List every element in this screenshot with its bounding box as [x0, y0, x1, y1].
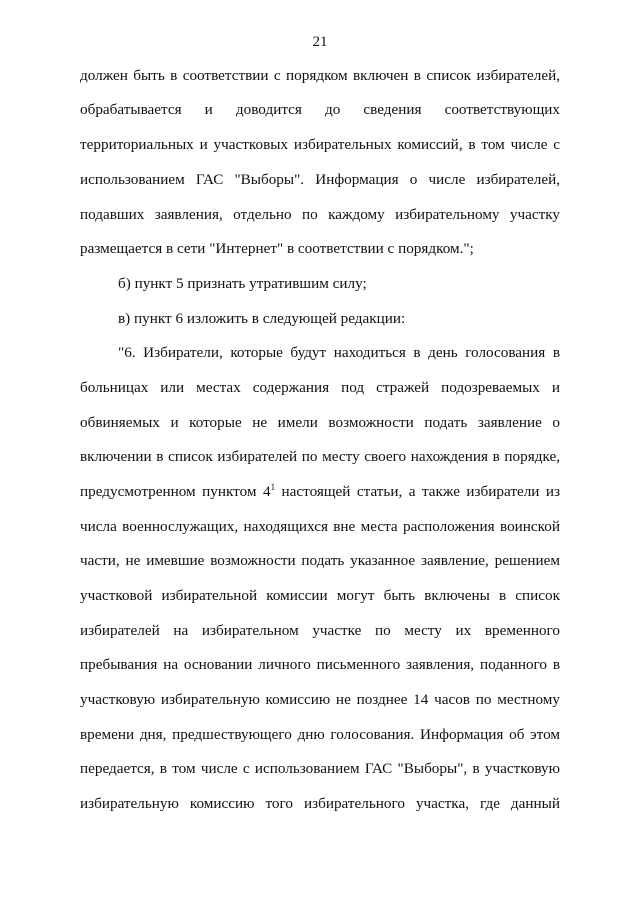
text-line: избирательную комиссию того избирательного участка, где данный — [80, 795, 560, 812]
text-line: части, не имевшие возможности подать указанное заявление, решением — [80, 552, 560, 569]
text-line: передается, в том числе с использованием ГАС "Выборы", в участковую — [80, 760, 560, 777]
text-line: участковой избирательной комиссии могут быть включены в список — [80, 587, 560, 604]
page-number: 21 — [312, 34, 328, 50]
text-line: пребывания на основании личного письменного заявления, поданного в — [80, 656, 560, 673]
text-line: времени дня, предшествующего дню голосования. Информация об этом — [80, 726, 560, 743]
superscript: 1 — [270, 481, 276, 492]
text-line: размещается в сети "Интернет" в соответствии с порядком."; — [80, 240, 474, 257]
text-line: должен быть в соответствии с порядком включен в список избирателей, — [80, 67, 560, 84]
text-line: использованием ГАС "Выборы". Информация о числе избирателей, — [80, 171, 560, 188]
text-line: обрабатывается и доводится до сведения соответствующих — [80, 101, 560, 118]
text-line: подавших заявления, отдельно по каждому избирательному участку — [80, 206, 560, 223]
text-line: больницах или местах содержания под стражей подозреваемых и — [80, 379, 560, 396]
text-line: числа военнослужащих, находящихся вне места расположения воинской — [80, 518, 560, 535]
text-segment: предусмотренном пунктом 4 — [80, 483, 271, 500]
text-line — [80, 483, 560, 501]
text-line: территориальных и участковых избирательных комиссий, в том числе с — [80, 136, 560, 153]
text-line: б) пункт 5 признать утратившим силу; — [118, 275, 367, 292]
text-segment: настоящей статьи, а также избиратели из — [275, 483, 560, 500]
text-line: включении в список избирателей по месту своего нахождения в порядке, — [80, 448, 560, 465]
text-line: избирателей на избирательном участке по месту их временного — [80, 622, 560, 639]
text-line: обвиняемых и которые не имели возможности подать заявление о — [80, 414, 560, 431]
text-line: "6. Избиратели, которые будут находиться в день голосования в — [118, 344, 560, 361]
text-line: участковую избирательную комиссию не позднее 14 часов по местному — [80, 691, 560, 708]
text-line: в) пункт 6 изложить в следующей редакции: — [118, 310, 406, 327]
